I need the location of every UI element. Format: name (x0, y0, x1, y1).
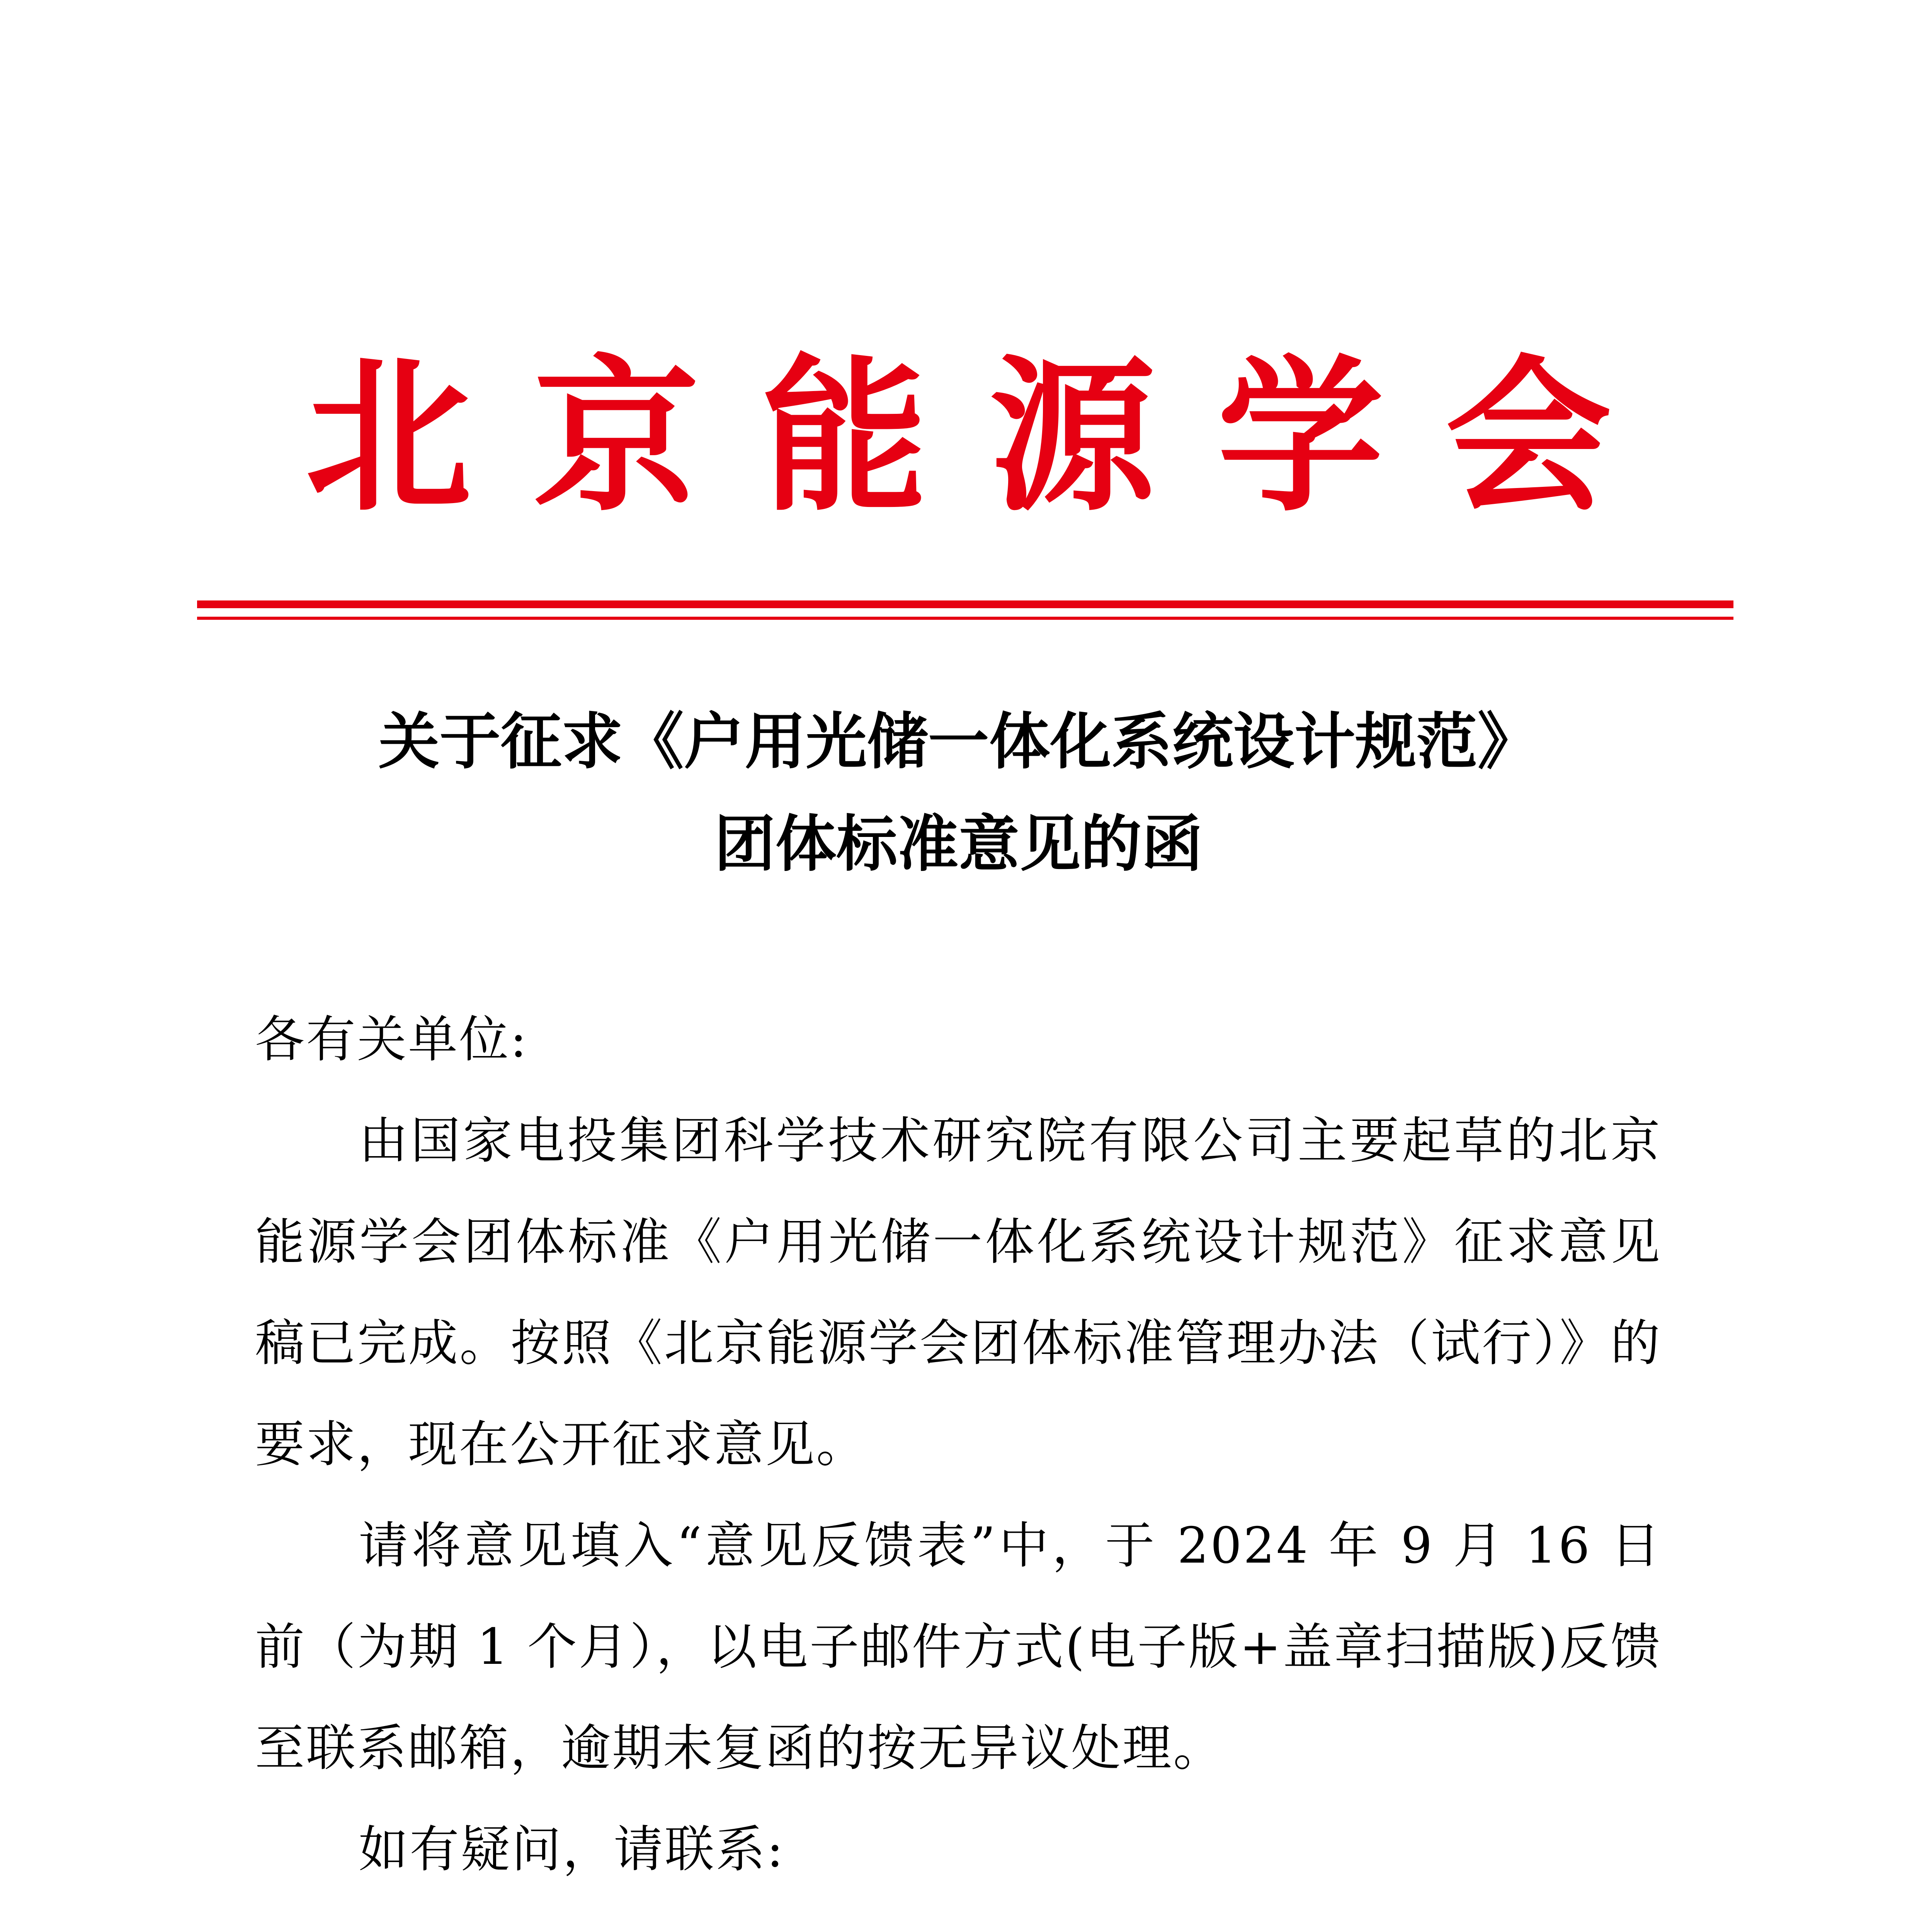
letterhead-rule-thick (197, 600, 1733, 608)
body-paragraph-3: 如有疑问，请联系: (359, 1821, 785, 1878)
document-title-line-1: 关于征求《户用光储一体化系统设计规范》 (378, 706, 1539, 777)
letterhead-organization: 北京能源学会 (305, 339, 1674, 534)
body-paragraph-1: 由国家电投集团科学技术研究院有限公司主要起草的北京能源学会团体标准《户用光储一体化系统设计规范》征求意见稿已完成。按照《北京能源学会团体标准管理办法（试行）》的要求，现在公开征求意见。 (255, 1112, 1662, 1473)
salutation: 各有关单位: (255, 1011, 529, 1068)
letterhead-rule-thin (197, 617, 1733, 620)
document-title-line-2: 团体标准意见的函 (714, 808, 1203, 880)
body-paragraph-2: 请将意见填入“意见反馈表”中，于 2024 年 9 月 16 日前（为期 1 个月），以电子邮件方式(电子版+盖章扫描版)反馈至联系邮箱，逾期未复函的按无异议处理。 (255, 1517, 1662, 1777)
